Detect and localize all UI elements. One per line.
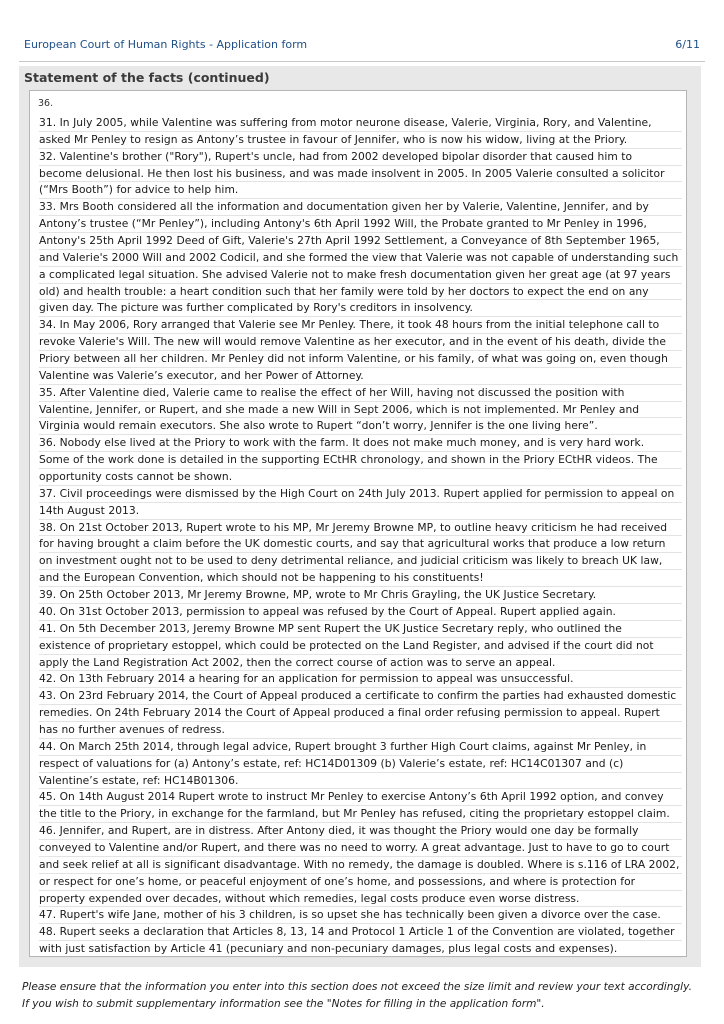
text-line: property expended over decades, without which remedies, legal costs produce even worse distress. [39,891,682,908]
instruction-note [22,979,692,1013]
text-line: a complicated legal situation. She advised Valerie not to make fresh documentation given her great age (at 97 years [39,267,682,284]
text-line: for having brought a claim before the UK domestic courts, and say that agricultural works that produce a low return [39,536,682,553]
text-line: 35. After Valentine died, Valerie came to realise the effect of her Will, having not discussed the position with [39,385,682,402]
text-line: Antony's 25th April 1992 Deed of Gift, Valerie's 27th April 1992 Settlement, a Conveyance of 8th September 1965, [39,233,682,250]
text-line: given day. The picture was further complicated by Rory's creditors in insolvency. [39,300,682,317]
text-line: on investment ought not to be used to deny detrimental reliance, and judicial criticism was likely to breach UK law, [39,553,682,570]
text-line: Antony’s trustee (“Mr Penley”), including Antony's 6th April 1992 Will, the Probate granted to Mr Penley in 1996, [39,216,682,233]
text-line: 34. In May 2006, Rory arranged that Valerie see Mr Penley. There, it took 48 hours from the initial telephone call to [39,317,682,334]
text-line: 46. Jennifer, and Rupert, are in distress. After Antony died, it was thought the Priory would one day be formally [39,823,682,840]
header-divider [19,61,705,62]
page-number: 6/11 [675,38,700,51]
text-line: 44. On March 25th 2014, through legal advice, Rupert brought 3 further High Court claims, against Mr Penley, in [39,739,682,756]
text-line: Priory between all her children. Mr Penley did not inform Valentine, or his family, of what was going on, even though [39,351,682,368]
text-line: become delusional. He then lost his business, and was made insolvent in 2005. In 2005 Valerie consulted a solicitor [39,166,682,183]
text-line: has no further avenues of redress. [39,722,682,739]
text-line: 41. On 5th December 2013, Jeremy Browne MP sent Rupert the UK Justice Secretary reply, who outlined the [39,621,682,638]
text-line: 42. On 13th February 2014 a hearing for an application for permission to appeal was unsuccessful. [39,671,682,688]
text-line: 14th August 2013. [39,503,682,520]
text-line: 43. On 23rd February 2014, the Court of Appeal produced a certificate to confirm the parties had exhausted domestic [39,688,682,705]
text-line: 32. Valentine's brother ("Rory"), Rupert's uncle, had from 2002 developed bipolar disorder that caused him to [39,149,682,166]
text-line: conveyed to Valentine and/or Rupert, and there was no need to worry. A great advantage. Just to have to go to court [39,840,682,857]
text-line: and seek relief at all is significant disadvantage. With no remedy, the damage is doubled. Where is s.116 of LRA 2002, [39,857,682,874]
facts-text-lines [39,115,682,958]
text-line: Virginia would remain executors. She also wrote to Rupert “don’t worry, Jennifer is the one living here”. [39,418,682,435]
text-line: 47. Rupert's wife Jane, mother of his 3 children, is so upset she has technically been given a divorce over the case. [39,907,682,924]
text-line: with just satisfaction by Article 41 (pecuniary and non-pecuniary damages, plus legal costs and expenses). [39,941,682,958]
statement-of-facts-section [19,66,701,967]
text-line: and Valerie's 2000 Will and 2002 Codicil, and she formed the view that Valerie was not capable of understanding such [39,250,682,267]
text-line: existence of proprietary estoppel, which could be protected on the Land Register, and advised if the court did not [39,638,682,655]
text-line: 39. On 25th October 2013, Mr Jeremy Browne, MP, wrote to Mr Chris Grayling, the UK Justice Secretary. [39,587,682,604]
facts-text-field[interactable] [29,90,687,957]
text-line: 37. Civil proceedings were dismissed by the High Court on 24th July 2013. Rupert applied for permission to appeal on [39,486,682,503]
text-line: old) and health trouble: a heart condition such that her family were told by her doctors to expect the end on any [39,284,682,301]
form-title: European Court of Human Rights - Application form [24,38,308,51]
text-line: (“Mrs Booth”) for advice to help him. [39,182,682,199]
text-line: 48. Rupert seeks a declaration that Articles 8, 13, 14 and Protocol 1 Article 1 of the Convention are violated, together [39,924,682,941]
text-line: 36. Nobody else lived at the Priory to work with the farm. It does not make much money, and is very hard work. [39,435,682,452]
instruction-line-2: If you wish to submit supplementary information see the "Notes for filling in the application form". [22,998,545,1010]
text-line: Valentine’s estate, ref: HC14B01306. [39,773,682,790]
text-line: apply the Land Registration Act 2002, then the correct course of action was to serve an appeal. [39,655,682,672]
text-line: remedies. On 24th February 2014 the Court of Appeal produced a final order refusing permission to appeal. Rupert [39,705,682,722]
text-line: 38. On 21st October 2013, Rupert wrote to his MP, Mr Jeremy Browne MP, to outline heavy criticism he had received [39,520,682,537]
text-line: Valentine was Valerie’s executor, and her Power of Attorney. [39,368,682,385]
text-line: 33. Mrs Booth considered all the information and documentation given her by Valerie, Valentine, Jennifer, and by [39,199,682,216]
text-line: Some of the work done is detailed in the supporting ECtHR chronology, and shown in the Priory ECtHR videos. The [39,452,682,469]
section-title: Statement of the facts (continued) [24,70,270,85]
text-line: revoke Valerie's Will. The new will would remove Valentine as her executor, and in the event of his death, divide the [39,334,682,351]
text-line: the title to the Priory, in exchange for the farmland, but Mr Penley has refused, citing the proprietary estoppel claim. [39,806,682,823]
text-line: or respect for one’s home, or peaceful enjoyment of one’s home, and possessions, and where is protection for [39,874,682,891]
text-line: asked Mr Penley to resign as Antony’s trustee in favour of Jennifer, who is now his widow, living at the Priory. [39,132,682,149]
text-line: 45. On 14th August 2014 Rupert wrote to instruct Mr Penley to exercise Antony’s 6th April 1992 option, and convey [39,789,682,806]
instruction-line-1: Please ensure that the information you enter into this section does not exceed the size limit and review your text accordingly. [22,981,692,993]
field-number: 36. [38,98,54,109]
text-line: 31. In July 2005, while Valentine was suffering from motor neurone disease, Valerie, Virginia, Rory, and Valentine, [39,115,682,132]
text-line: opportunity costs cannot be shown. [39,469,682,486]
text-line: respect of valuations for (a) Antony’s estate, ref: HC14D01309 (b) Valerie’s estate, ref: HC14C01307 and (c) [39,756,682,773]
text-line: Valentine, Jennifer, or Rupert, and she made a new Will in Sept 2006, which is not implemented. Mr Penley and [39,402,682,419]
text-line: 40. On 31st October 2013, permission to appeal was refused by the Court of Appeal. Rupert applied again. [39,604,682,621]
text-line: and the European Convention, which should not be happening to his constituents! [39,570,682,587]
page-header [24,38,700,56]
